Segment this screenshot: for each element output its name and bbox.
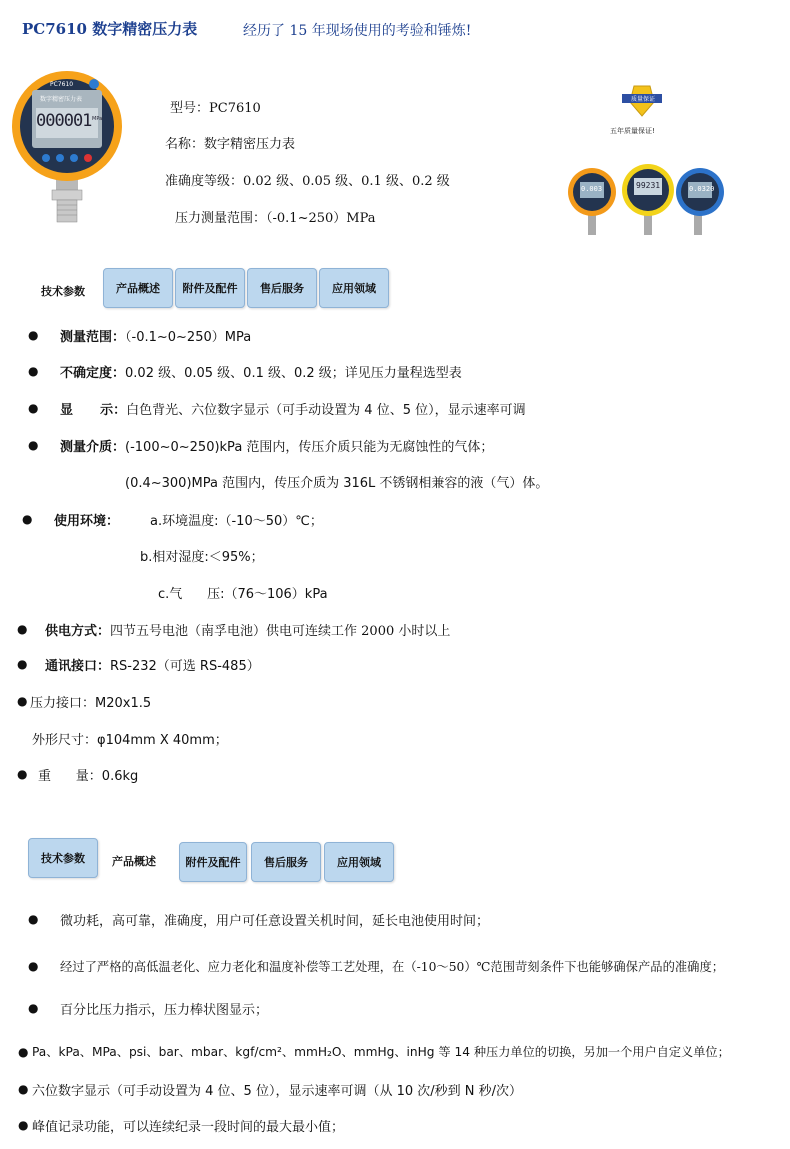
bullet-icon: ● bbox=[28, 328, 39, 342]
param-value: 0.02 级、0.05 级、0.1 级、0.2 级；详见压力量程选型表 bbox=[125, 366, 462, 381]
tab-accessories-2[interactable]: 附件及配件 bbox=[179, 842, 247, 882]
param-environment-temp: a.环境温度:（-10～50）℃； bbox=[150, 514, 323, 529]
quality-badge bbox=[612, 82, 672, 142]
gauge-unit: MPa bbox=[92, 116, 103, 122]
tab-accessories[interactable]: 附件及配件 bbox=[175, 268, 245, 308]
gauge-brand: PC7610 bbox=[50, 81, 74, 88]
spec-model: 型号：PC7610 bbox=[170, 101, 261, 116]
product-images bbox=[568, 160, 728, 240]
overview-item: 百分比压力指示，压力棒状图显示； bbox=[60, 1003, 269, 1018]
tab-after-sales[interactable]: 售后服务 bbox=[247, 268, 317, 308]
bullet-icon: ● bbox=[28, 912, 39, 926]
param-range bbox=[60, 326, 251, 345]
tab-product-overview-2[interactable]: 产品概述 bbox=[112, 855, 156, 868]
bullet-icon: ● bbox=[28, 959, 39, 973]
gauge-image bbox=[10, 68, 125, 228]
bullet-icon: ● bbox=[17, 622, 28, 636]
param-power bbox=[45, 620, 450, 639]
overview-item: Pa、kPa、MPa、psi、bar、mbar、kgf/cm²、mmH₂O、mmHg、inHg 等 14 种压力单位的切换，另加一个用户自定义单位； bbox=[32, 1045, 730, 1059]
param-value: 白色背光、六位数字显示（可手动设置为 4 位、5 位），显示速率可调 bbox=[126, 403, 526, 418]
param-value: 四节五号电池（南孚电池）供电可连续工作 2000 小时以上 bbox=[110, 624, 451, 639]
product-reading-1: 0.003 bbox=[581, 185, 603, 193]
bullet-icon: ● bbox=[17, 694, 28, 708]
param-medium bbox=[60, 436, 493, 455]
overview-item: 经过了严格的高低温老化、应力老化和温度补偿等工艺处理，在（-10～50）℃范围苛刻条件下也能够确保产品的准确度； bbox=[60, 960, 725, 974]
param-medium-2: (0.4~300)MPa 范围内，传压介质为 316L 不锈钢相兼容的液（气）体。 bbox=[125, 476, 549, 491]
tab-applications[interactable]: 应用领域 bbox=[319, 268, 389, 308]
param-value: (-100~0~250)kPa 范围内，传压介质只能为无腐蚀性的气体； bbox=[125, 440, 494, 455]
param-display bbox=[60, 399, 526, 418]
spec-range: 压力测量范围：（-0.1~250）MPa bbox=[175, 211, 376, 226]
gauge-reading: 000001 bbox=[36, 111, 92, 131]
bullet-icon: ● bbox=[28, 1001, 39, 1015]
param-label: 测量范围： bbox=[60, 330, 126, 345]
overview-item: 微功耗，高可靠，准确度，用户可任意设置关机时间，延长电池使用时间； bbox=[60, 914, 490, 929]
tab-tech-params[interactable]: 技术参数 bbox=[41, 285, 85, 298]
bullet-icon: ● bbox=[28, 438, 39, 452]
param-environment-humidity: b.相对湿度:＜95%； bbox=[140, 550, 264, 565]
param-label: 显 示： bbox=[60, 403, 127, 418]
overview-item: 六位数字显示（可手动设置为 4 位、5 位），显示速率可调（从 10 次/秒到 N 秒/次） bbox=[32, 1084, 522, 1099]
param-weight: 重 量：0.6kg bbox=[38, 769, 139, 784]
bullet-icon: ● bbox=[17, 657, 28, 671]
tab-tech-params-2[interactable]: 技术参数 bbox=[28, 838, 98, 878]
param-value: RS-232（可选 RS-485） bbox=[110, 659, 260, 674]
param-label: 通讯接口： bbox=[45, 659, 111, 674]
spec-name: 名称：数字精密压力表 bbox=[165, 137, 296, 152]
param-label: 供电方式： bbox=[45, 624, 111, 639]
tab-after-sales-2[interactable]: 售后服务 bbox=[251, 842, 321, 882]
param-comm bbox=[45, 655, 260, 674]
tab-applications-2[interactable]: 应用领域 bbox=[324, 842, 394, 882]
bullet-icon: ● bbox=[22, 512, 33, 526]
page-title: PC7610 数字精密压力表 bbox=[22, 20, 198, 38]
slogan: 经历了 15 年现场使用的考验和锤炼! bbox=[243, 23, 472, 39]
badge-ribbon: 质量保证 bbox=[631, 96, 656, 103]
spec-accuracy: 准确度等级：0.02 级、0.05 级、0.1 级、0.2 级 bbox=[165, 174, 450, 189]
param-value: （-0.1~0~250）MPa bbox=[125, 330, 252, 345]
param-label: 测量介质： bbox=[60, 440, 126, 455]
bullet-icon: ● bbox=[28, 401, 39, 415]
bullet-icon: ● bbox=[28, 364, 39, 378]
bullet-icon: ● bbox=[17, 767, 28, 781]
bullet-icon: ● bbox=[18, 1118, 29, 1132]
param-label: 不确定度： bbox=[60, 366, 126, 381]
param-environment-label: 使用环境： bbox=[54, 514, 120, 529]
gauge-screen-label: 数字精密压力表 bbox=[40, 96, 83, 103]
param-connector: 压力接口：M20x1.5 bbox=[30, 696, 152, 711]
param-dimensions: 外形尺寸：φ104mm X 40mm； bbox=[32, 733, 228, 748]
tab-product-overview[interactable]: 产品概述 bbox=[103, 268, 173, 308]
param-uncertainty bbox=[60, 362, 462, 381]
product-reading-3: 0.0320 bbox=[689, 185, 715, 193]
overview-item: 峰值记录功能，可以连续纪录一段时间的最大最小值； bbox=[32, 1120, 345, 1135]
bullet-icon: ● bbox=[18, 1045, 29, 1059]
badge-text: 五年质量保证! bbox=[610, 127, 655, 135]
bullet-icon: ● bbox=[18, 1082, 29, 1096]
param-environment-pressure: c.气 压:（76～106）kPa bbox=[158, 587, 328, 602]
product-reading-2: 99231 bbox=[636, 181, 661, 190]
